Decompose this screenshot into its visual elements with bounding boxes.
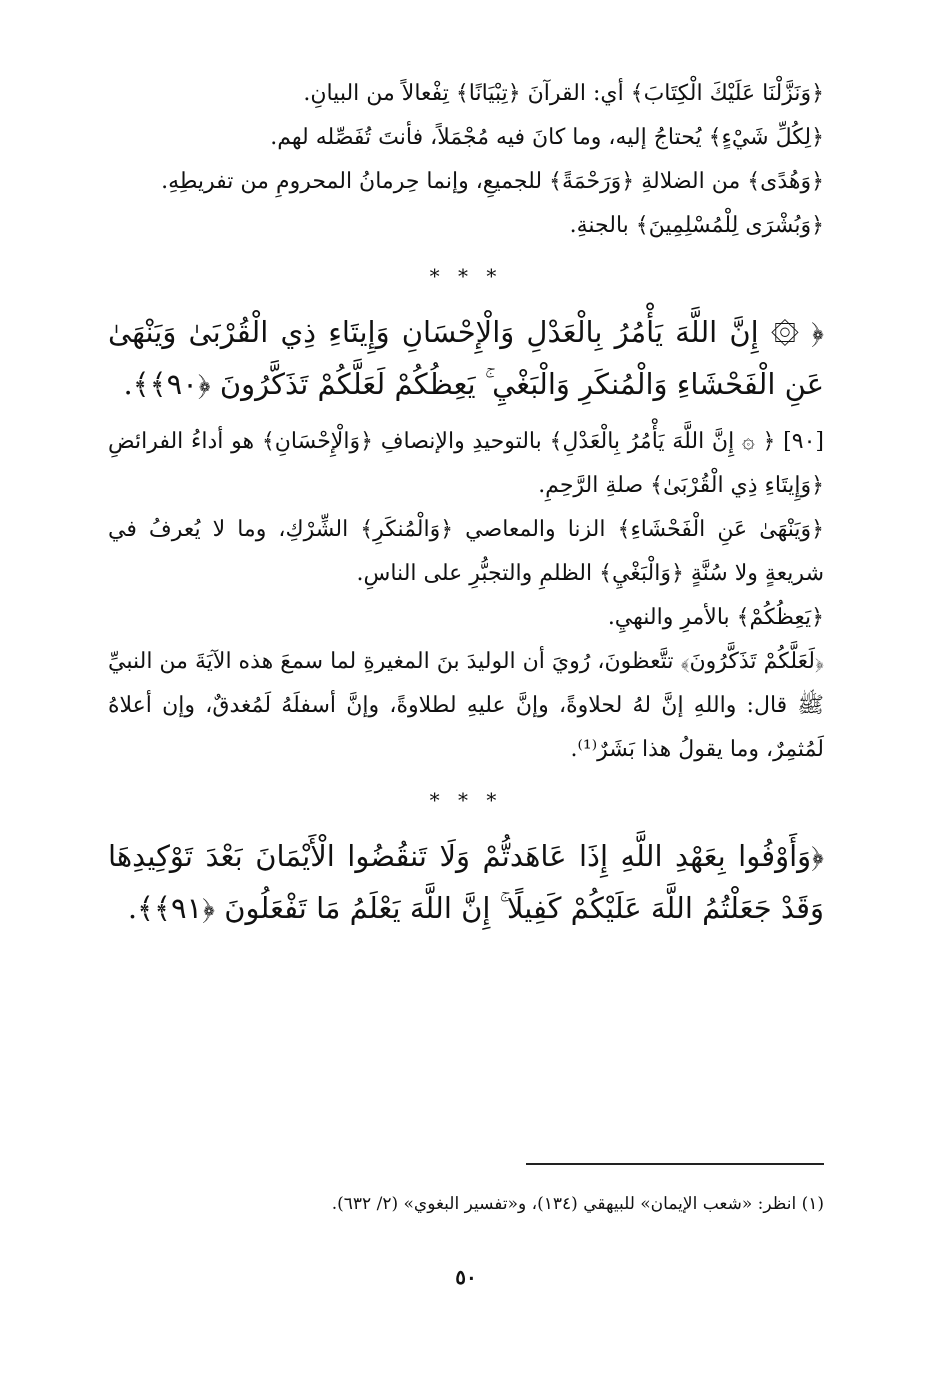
commentary-verse-90: [٩٠] ﴿ ۞ إِنَّ اللَّهَ يَأْمُرُ بِالْعَدْلِ﴾ بالتوحيدِ والإنصافِ ﴿وَالْإِحْسَانِ﴾ هو أداءُ الفرائضِ ﴿وَإِيتَاءِ ذِي الْقُرْبَىٰ﴾ صلةِ الرَّحِمِ. bbox=[108, 429, 824, 498]
commentary-fahsha: ﴿وَيَنْهَىٰ عَنِ الْفَحْشَاءِ﴾ الزنا والمعاصي ﴿وَالْمُنكَرِ﴾ الشِّرْكِ، وما لا يُعرفُ في شريعةٍ ولا سُنَّةٍ ﴿وَالْبَغْيِ﴾ الظلمِ والتجبُّرِ على الناسِ. bbox=[108, 517, 824, 586]
paragraph-huda-rahma: ﴿وَهُدًى﴾ من الضلالةِ ﴿وَرَحْمَةً﴾ للجميعِ، وإنما حِرمانُ المحرومِ من تفريطِهِ. bbox=[161, 169, 824, 194]
quran-verse-91: ﴿وَأَوْفُوا بِعَهْدِ اللَّهِ إِذَا عَاهَدتُّمْ وَلَا تَنقُضُوا الْأَيْمَانَ بَعْدَ تَوْكِيدِهَا وَقَدْ جَعَلْتُمُ اللَّهَ عَلَيْكُمْ كَفِيلًا ۚ إِنَّ اللَّهَ يَعْلَمُ مَا تَفْعَلُونَ ﴿٩١﴾﴾. bbox=[108, 839, 824, 925]
paragraph-li-kulli-shay: ﴿لِكُلِّ شَيْءٍ﴾ يُحتاجُ إليه، وما كانَ فيه مُجْمَلاً، فأنتَ تُفَصِّله لهم. bbox=[270, 125, 824, 150]
footnote: (١) انظر: «شعب الإيمان» للبيهقي (١٣٤)، و«تفسير البغوي» (٢/ ٦٣٢). bbox=[331, 1194, 824, 1214]
footnote-divider bbox=[526, 1163, 824, 1165]
commentary-tadhakkarun: ﴿لَعَلَّكُمْ تَذَكَّرُونَ﴾ تتَّعظونَ، رُويَ أن الوليدَ بنَ المغيرةِ لما سمعَ هذه الآيَةَ من النبيِّ ﷺ قال: واللهِ إنَّ لهُ لحلاوةً، وإنَّ عليهِ لطلاوةً، وإنَّ أسفلَهُ لَمُغدقٌ، وإن أعلاهُ لَمُثمِرٌ، وما يقولُ هذا بَشَرٌ⁽¹⁾. bbox=[108, 649, 824, 762]
section-separator: * * * bbox=[429, 264, 503, 288]
page-number: ٥٠ bbox=[455, 1265, 477, 1289]
quran-verse-90: ﴿ ۞ إِنَّ اللَّهَ يَأْمُرُ بِالْعَدْلِ وَالْإِحْسَانِ وَإِيتَاءِ ذِي الْقُرْبَىٰ وَيَنْهَىٰ عَنِ الْفَحْشَاءِ وَالْمُنكَرِ وَالْبَغْيِ ۚ يَعِظُكُمْ لَعَلَّكُمْ تَذَكَّرُونَ ﴿٩٠﴾﴾. bbox=[108, 315, 824, 401]
paragraph-tibyan: ﴿وَنَزَّلْنَا عَلَيْكَ الْكِتَابَ﴾ أي: القرآنَ ﴿تِبْيَانًا﴾ تِفْعالاً من البيانِ. bbox=[303, 81, 824, 106]
paragraph-bushra: ﴿وَبُشْرَى لِلْمُسْلِمِينَ﴾ بالجنةِ. bbox=[569, 213, 824, 238]
commentary-yaizukum: ﴿يَعِظُكُمْ﴾ بالأمرِ والنهيِ. bbox=[607, 605, 824, 630]
section-separator: * * * bbox=[429, 788, 503, 812]
page-content bbox=[108, 72, 824, 944]
